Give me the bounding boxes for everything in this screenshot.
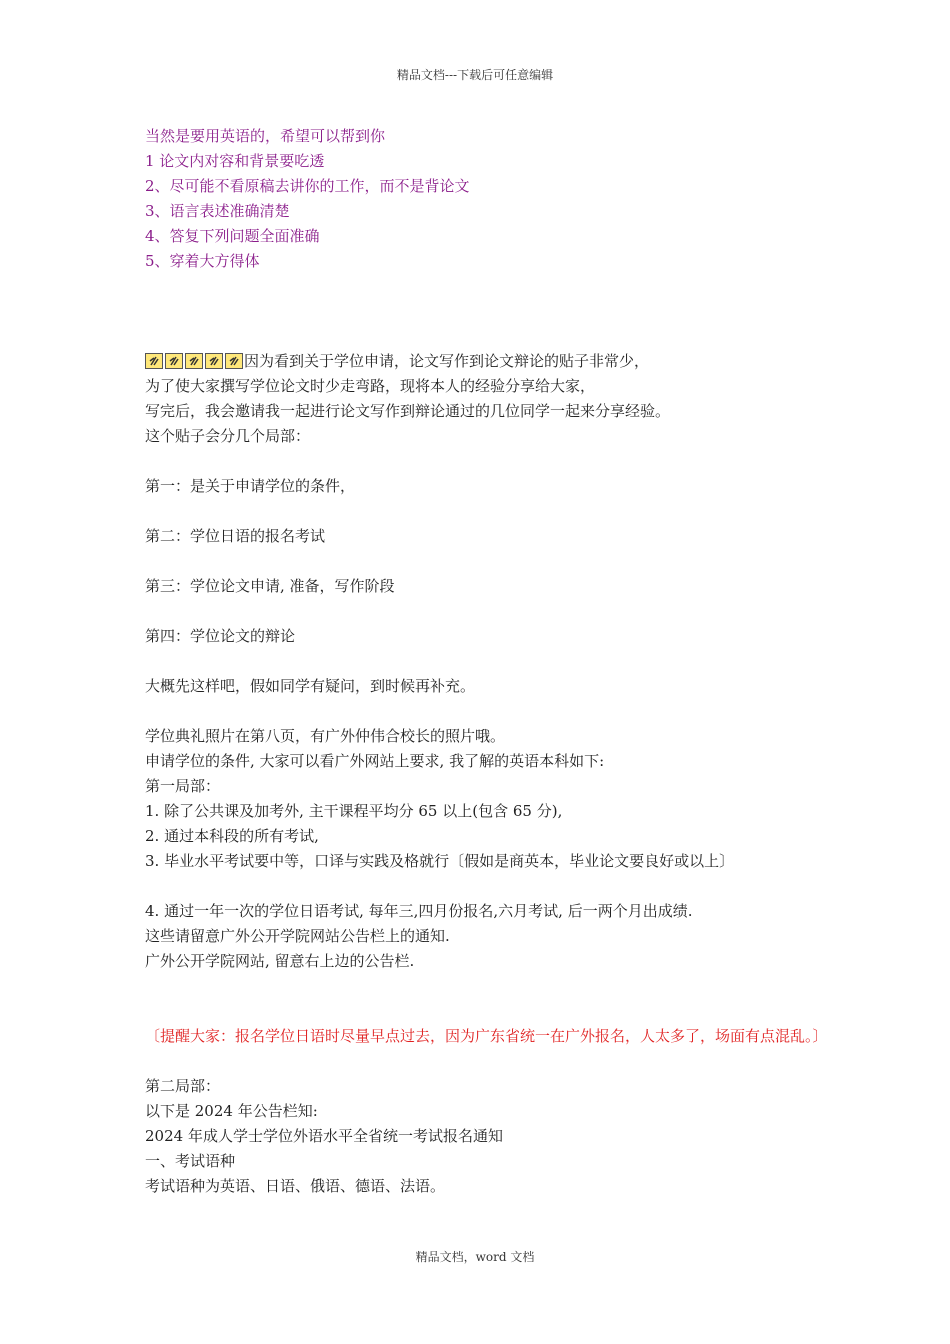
page-header: 精品文档---下载后可任意编辑 bbox=[396, 68, 554, 82]
conditions-intro: 申请学位的条件, 大家可以看广外网站上要求, 我了解的英语本科如下: bbox=[145, 752, 605, 770]
section-heading: 第一局部： bbox=[145, 777, 221, 795]
emoticon-icon bbox=[165, 353, 183, 369]
post-line: 这个贴子会分几个局部： bbox=[145, 427, 311, 445]
intro-line: 2、尽可能不看原稿去讲你的工作，而不是背论文 bbox=[145, 177, 470, 195]
page-footer: 精品文档，word 文档 bbox=[415, 1250, 535, 1264]
language-list: 考试语种为英语、日语、俄语、德语、法语。 bbox=[145, 1177, 446, 1195]
part-item: 第四：学位论文的辩论 bbox=[145, 627, 296, 645]
condition-item: 3. 毕业水平考试要中等，口译与实践及格就行〔假如是商英本，毕业论文要良好或以上〕 bbox=[145, 852, 735, 870]
post-line: 为了使大家撰写学位论文时少走弯路，现将本人的经验分享给大家， bbox=[145, 377, 596, 395]
summary-line: 大概先这样吧，假如同学有疑问，到时候再补充。 bbox=[145, 677, 476, 695]
condition-item: 4. 通过一年一次的学位日语考试, 每年三,四月份报名,六月考试, 后一两个月出成绩. bbox=[145, 902, 693, 920]
notice-line: 广外公开学院网站, 留意右上边的公告栏. bbox=[145, 952, 415, 970]
part-item: 第一：是关于申请学位的条件， bbox=[145, 477, 356, 495]
emoticon-row bbox=[145, 353, 243, 369]
condition-item: 2. 通过本科段的所有考试, bbox=[145, 827, 319, 845]
reminder-note: 〔提醒大家：报名学位日语时尽量早点过去，因为广东省统一在广外报名，人太多了，场面有点混乱。〕 bbox=[145, 1027, 828, 1045]
intro-line: 4、答复下列问题全面准确 bbox=[145, 227, 320, 245]
notice-line: 这些请留意广外公开学院网站公告栏上的通知. bbox=[145, 927, 450, 945]
intro-line: 当然是要用英语的，希望可以帮到你 bbox=[145, 127, 386, 145]
part-item: 第二：学位日语的报名考试 bbox=[145, 527, 326, 545]
post-intro bbox=[145, 349, 825, 374]
part-item: 第三：学位论文申请, 准备，写作阶段 bbox=[145, 577, 395, 595]
intro-line: 3、语言表述准确清楚 bbox=[145, 202, 290, 220]
emoticon-icon bbox=[185, 353, 203, 369]
document-body bbox=[145, 124, 828, 1199]
emoticon-icon bbox=[225, 353, 243, 369]
emoticon-icon bbox=[205, 353, 223, 369]
emoticon-icon bbox=[145, 353, 163, 369]
intro-line: 1 论文内对容和背景要吃透 bbox=[145, 152, 325, 170]
section-heading: 第二局部： bbox=[145, 1077, 221, 1095]
board-line: 以下是 2024 年公告栏知: bbox=[145, 1102, 318, 1120]
notice-title: 2024 年成人学士学位外语水平全省统一考试报名通知 bbox=[145, 1127, 503, 1145]
intro-list bbox=[145, 124, 825, 274]
post-line: 因为看到关于学位申请，论文写作到论文辩论的贴子非常少， bbox=[244, 352, 650, 370]
subsection-heading: 一、考试语种 bbox=[145, 1152, 236, 1170]
intro-line: 5、穿着大方得体 bbox=[145, 252, 260, 270]
condition-item: 1. 除了公共课及加考外, 主干课程平均分 65 以上(包含 65 分), bbox=[145, 802, 563, 820]
post-line: 写完后，我会邀请我一起进行论文写作到辩论通过的几位同学一起来分享经验。 bbox=[145, 402, 671, 420]
photo-note: 学位典礼照片在第八页，有广外仲伟合校长的照片哦。 bbox=[145, 727, 506, 745]
